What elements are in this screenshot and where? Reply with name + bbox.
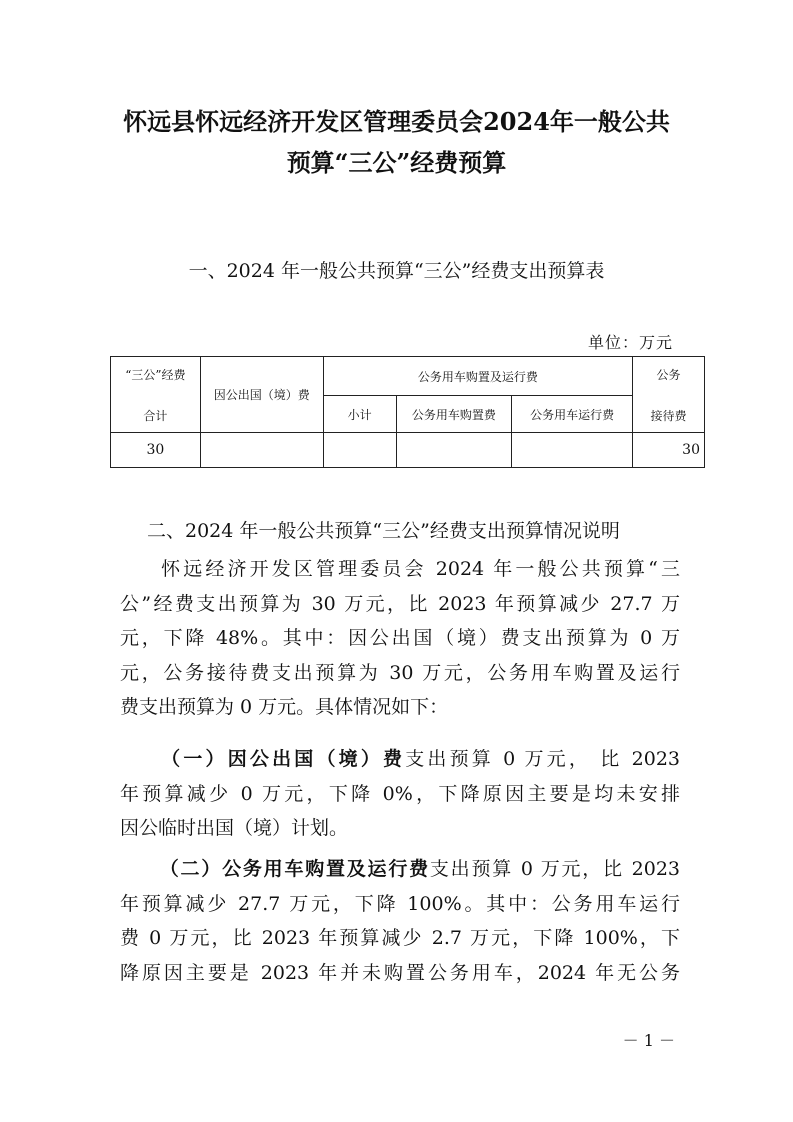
unit-label: 单位：万元: [587, 333, 673, 352]
header-total-line1: “三公”经费: [125, 367, 186, 382]
vehicle-line-4: 降原因主要是 2023 年并未购置公务用车，2024 年无公务: [120, 961, 680, 984]
header-reception: [633, 357, 705, 433]
table-row: [111, 433, 705, 468]
abroad-line-2: 年预算减少 0 万元，下降 0%，下降原因主要是均未安排: [120, 782, 680, 805]
header-reception-line2: 接待费: [650, 408, 687, 423]
vehicle-line-2: 年预算减少 27.7 万元，下降 100%。其中：公务用车运行: [120, 892, 680, 915]
abroad-line-3: 因公临时出国（境）计划。: [120, 817, 349, 839]
paragraph-summary: [120, 552, 680, 725]
abroad-line-1: （一）因公出国（境）费支出预算 0 万元， 比 2023: [158, 748, 680, 770]
summary-line-2: 公”经费支出预算为 30 万元，比 2023 年预算减少 27.7 万: [120, 592, 680, 615]
cell-subtotal: [323, 433, 396, 468]
doc-title-line1: 怀远县怀远经济开发区管理委员会2024年一般公共: [123, 107, 670, 136]
section2-title: 二、2024 年一般公共预算“三公”经费支出预算情况说明: [147, 520, 620, 542]
page-number: － 1 －: [622, 1031, 675, 1050]
header-total: [111, 357, 201, 433]
vehicle-heading: （二）公务用车购置及运行费: [158, 858, 430, 880]
paragraph-vehicle: [120, 852, 680, 990]
budget-table: [110, 356, 705, 468]
abroad-heading: （一）因公出国（境）费: [158, 748, 406, 770]
cell-purchase: [396, 433, 512, 468]
cell-operation: [512, 433, 633, 468]
vehicle-line-3: 费 0 万元，比 2023 年预算减少 2.7 万元，下降 100%，下: [120, 927, 680, 949]
paragraph-abroad: [120, 742, 680, 846]
summary-line-4: 元，公务接待费支出预算为 30 万元，公务用车购置及运行: [120, 661, 680, 684]
header-abroad: 因公出国（境）费: [200, 357, 323, 433]
cell-total: 30: [111, 433, 201, 468]
summary-line-3: 元，下降 48%。其中：因公出国（境）费支出预算为 0 万: [120, 627, 680, 649]
header-subtotal: 小计: [323, 396, 396, 433]
cell-abroad: [200, 433, 323, 468]
header-purchase: 公务用车购置费: [396, 396, 512, 433]
doc-title-line2: 预算“三公”经费预算: [286, 148, 507, 177]
vehicle-line-1: （二）公务用车购置及运行费支出预算 0 万元，比 2023: [158, 858, 680, 880]
summary-line-5: 费支出预算为 0 万元。具体情况如下：: [120, 696, 449, 718]
section1-title: 一、2024 年一般公共预算“三公”经费支出预算表: [188, 260, 605, 282]
header-reception-line1: 公务: [656, 367, 681, 382]
summary-line-1: 怀远经济开发区管理委员会 2024 年一般公共预算“三: [158, 558, 680, 580]
header-vehicle: 公务用车购置及运行费: [323, 357, 632, 396]
cell-reception: 30: [633, 433, 705, 468]
header-total-line2: 合计: [143, 408, 168, 423]
header-operation: 公务用车运行费: [512, 396, 633, 433]
